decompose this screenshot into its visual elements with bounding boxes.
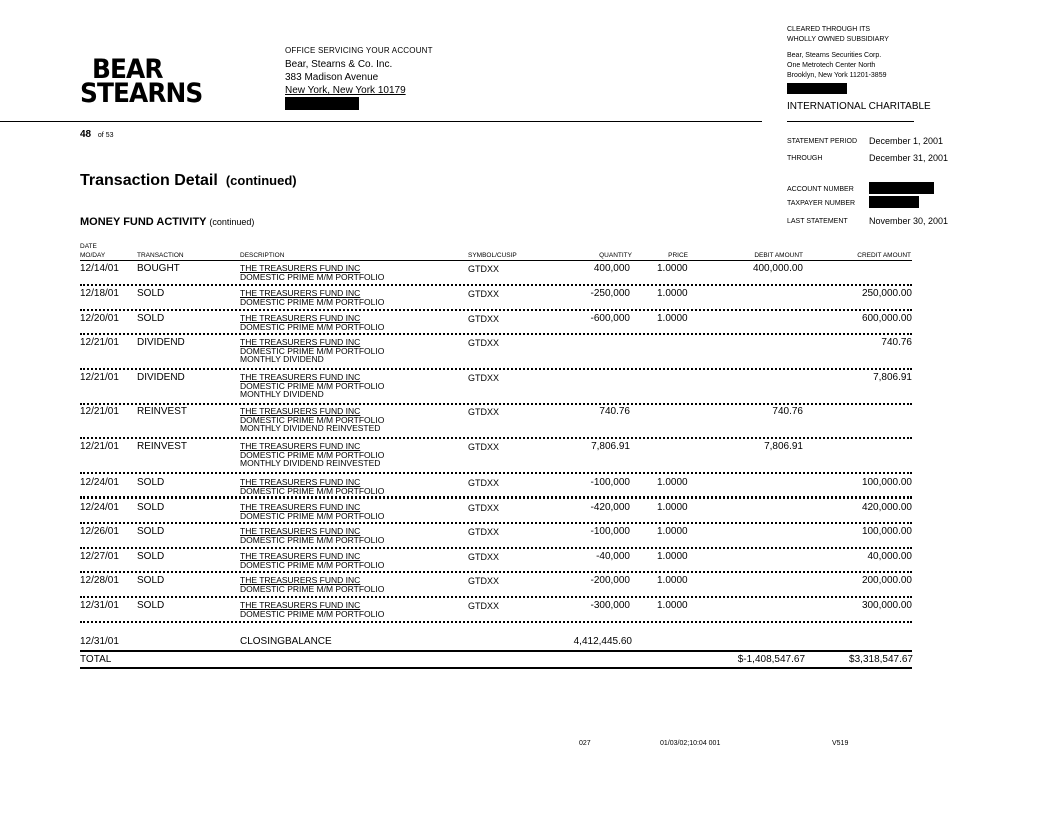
tx-credit: 200,000.00 (861, 575, 912, 586)
row-divider (80, 621, 912, 623)
tx-type: REINVEST (137, 406, 188, 417)
tx-debit: 740.76 (772, 406, 803, 417)
col-debit: DEBIT AMOUNT (754, 252, 803, 259)
cleared-city: Brooklyn, New York 11201-3859 (787, 72, 887, 79)
tx-symbol: GTDXX (468, 478, 500, 488)
tx-credit: 100,000.00 (861, 477, 912, 488)
tx-symbol: GTDXX (468, 373, 500, 383)
tx-quantity: -100,000 (590, 477, 630, 488)
tx-description (240, 527, 384, 544)
tx-price: 1.0000 (657, 313, 688, 324)
tx-credit: 740.76 (881, 337, 912, 348)
tx-description-line: THE TREASURERS FUND INC (240, 526, 361, 536)
period-start: December 1, 2001 (869, 136, 944, 146)
tx-symbol: GTDXX (468, 527, 500, 537)
tx-description-line: THE TREASURERS FUND INC (240, 263, 361, 273)
tx-date: 12/21/01 (80, 406, 119, 417)
tx-quantity: 400,000 (593, 263, 630, 274)
col-date-top: DATE (80, 243, 97, 250)
tx-quantity: -420,000 (590, 502, 630, 513)
tx-description (240, 552, 384, 569)
tx-description-line: MONTHLY DIVIDEND (240, 389, 324, 399)
row-divider (80, 437, 912, 439)
tx-description-line: DOMESTIC PRIME M/M PORTFOLIO (240, 380, 385, 391)
section-main: MONEY FUND ACTIVITY (80, 216, 207, 228)
page-current: 48 (80, 129, 92, 140)
tx-description-line: THE TREASURERS FUND INC (240, 477, 361, 487)
tx-description-line: DOMESTIC PRIME M/M PORTFOLIO (240, 608, 385, 619)
logo-line-1: BEAR (91, 54, 163, 85)
tx-price: 1.0000 (657, 502, 688, 513)
tx-type: SOLD (137, 600, 165, 611)
tx-date: 12/31/01 (80, 600, 119, 611)
tx-description-line: DOMESTIC PRIME M/M PORTFOLIO (240, 510, 385, 521)
cleared-street: One Metrotech Center North (787, 62, 876, 69)
tx-symbol: GTDXX (468, 314, 500, 324)
row-divider (80, 571, 912, 573)
office-heading: OFFICE SERVICING YOUR ACCOUNT (285, 46, 433, 55)
title-cont: (continued) (225, 173, 297, 188)
tx-description-line: THE TREASURERS FUND INC (240, 600, 361, 610)
statement-meta (787, 136, 957, 226)
tx-description (240, 314, 384, 331)
tx-quantity: -100,000 (590, 526, 630, 537)
total-label: TOTAL (80, 654, 112, 665)
tx-type: REINVEST (137, 441, 188, 452)
footer-code-1: 027 (579, 740, 591, 747)
tx-quantity: -200,000 (590, 575, 630, 586)
redacted-account-number (869, 182, 934, 194)
redacted-taxpayer-number (869, 196, 919, 208)
tx-description-line: DOMESTIC PRIME M/M PORTFOLIO (240, 485, 385, 496)
header-underline (80, 260, 912, 261)
tx-description-line: MONTHLY DIVIDEND (240, 354, 324, 364)
row-divider (80, 497, 912, 499)
tx-description (240, 601, 384, 618)
tx-credit: 100,000.00 (861, 526, 912, 537)
through-label: THROUGH (787, 155, 823, 162)
title-main: Transaction Detail (80, 172, 218, 189)
tx-description (240, 289, 384, 306)
tx-price: 1.0000 (657, 575, 688, 586)
row-divider (80, 403, 912, 405)
office-address (285, 44, 433, 110)
page-total: of 53 (97, 132, 114, 139)
redacted-block (787, 83, 847, 94)
tx-description-line: DOMESTIC PRIME M/M PORTFOLIO (240, 345, 385, 356)
tx-price: 1.0000 (657, 551, 688, 562)
header-rule (0, 121, 762, 122)
tx-description (240, 576, 384, 593)
tx-date: 12/20/01 (80, 313, 119, 324)
last-statement-date: November 30, 2001 (869, 216, 949, 226)
tx-type: SOLD (137, 288, 165, 299)
tx-description-line: DOMESTIC PRIME M/M PORTFOLIO (240, 296, 385, 307)
total-debit: $-1,408,547.67 (737, 654, 805, 665)
col-description: DESCRIPTION (240, 252, 285, 259)
row-divider (80, 596, 912, 598)
account-number-label: ACCOUNT NUMBER (787, 186, 854, 193)
tx-description-line: THE TREASURERS FUND INC (240, 313, 361, 323)
bear-stearns-logo (80, 54, 203, 109)
tx-type: SOLD (137, 502, 165, 513)
tx-description (240, 373, 384, 399)
total-credit: $3,318,547.67 (849, 654, 913, 665)
tx-type: SOLD (137, 575, 165, 586)
tx-credit: 40,000.00 (867, 551, 912, 562)
tx-date: 12/28/01 (80, 575, 119, 586)
tx-quantity: -40,000 (596, 551, 630, 562)
col-credit: CREDIT AMOUNT (857, 252, 911, 259)
col-date: MO/DAY (80, 252, 106, 259)
row-divider (80, 284, 912, 286)
tx-description-line: DOMESTIC PRIME M/M PORTFOLIO (240, 414, 385, 425)
col-price: PRICE (668, 252, 688, 259)
account-name: INTERNATIONAL CHARITABLE (787, 101, 931, 112)
section-title (80, 216, 254, 228)
tx-description-line: DOMESTIC PRIME M/M PORTFOLIO (240, 559, 385, 570)
footer-code-2: V519 (832, 740, 849, 747)
tx-type: SOLD (137, 313, 165, 324)
tx-price: 1.0000 (657, 600, 688, 611)
office-street: 383 Madison Avenue (285, 72, 379, 83)
closing-quantity: 4,412,445.60 (573, 636, 632, 647)
tx-date: 12/27/01 (80, 551, 119, 562)
tx-description-line: DOMESTIC PRIME M/M PORTFOLIO (240, 271, 385, 282)
tx-date: 12/21/01 (80, 441, 119, 452)
tx-type: BOUGHT (137, 263, 180, 274)
tx-symbol: GTDXX (468, 289, 500, 299)
tx-type: SOLD (137, 526, 165, 537)
row-divider (80, 472, 912, 474)
tx-credit: 250,000.00 (861, 288, 912, 299)
tx-type: DIVIDEND (137, 372, 185, 383)
period-label: STATEMENT PERIOD (787, 138, 858, 145)
tx-symbol: GTDXX (468, 601, 500, 611)
tx-date: 12/21/01 (80, 372, 119, 383)
tx-symbol: GTDXX (468, 338, 500, 348)
tx-date: 12/18/01 (80, 288, 119, 299)
tx-description-line: THE TREASURERS FUND INC (240, 441, 361, 451)
tx-description-line: THE TREASURERS FUND INC (240, 575, 361, 585)
tx-credit: 420,000.00 (861, 502, 912, 513)
row-divider (80, 309, 912, 311)
tx-type: DIVIDEND (137, 337, 185, 348)
tx-description (240, 442, 384, 468)
tx-quantity: -300,000 (590, 600, 630, 611)
tx-quantity: 7,806.91 (591, 441, 630, 452)
row-divider (80, 368, 912, 370)
tx-description-line: DOMESTIC PRIME M/M PORTFOLIO (240, 583, 385, 594)
redacted-block (285, 97, 359, 110)
row-divider (80, 547, 912, 549)
page-number (80, 129, 113, 140)
row-divider (80, 333, 912, 335)
tx-description-line: THE TREASURERS FUND INC (240, 372, 361, 382)
tx-description-line: DOMESTIC PRIME M/M PORTFOLIO (240, 534, 385, 545)
period-end: December 31, 2001 (869, 153, 949, 163)
tx-description (240, 264, 384, 281)
tx-debit: 400,000.00 (752, 263, 803, 274)
last-statement-label: LAST STATEMENT (787, 218, 848, 225)
tx-description (240, 338, 384, 364)
tx-description (240, 407, 384, 433)
tx-description-line: THE TREASURERS FUND INC (240, 551, 361, 561)
tx-description-line: MONTHLY DIVIDEND REINVESTED (240, 423, 381, 433)
tx-symbol: GTDXX (468, 552, 500, 562)
tx-price: 1.0000 (657, 526, 688, 537)
closing-date: 12/31/01 (80, 636, 119, 647)
tx-quantity: -600,000 (590, 313, 630, 324)
taxpayer-number-label: TAXPAYER NUMBER (787, 200, 856, 207)
cleared-line-1: CLEARED THROUGH ITS (787, 26, 871, 33)
tx-description-line: THE TREASURERS FUND INC (240, 337, 361, 347)
tx-price: 1.0000 (657, 288, 688, 299)
tx-price: 1.0000 (657, 477, 688, 488)
office-name: Bear, Stearns & Co. Inc. (285, 59, 393, 70)
cleared-corp: Bear, Stearns Securities Corp. (787, 52, 882, 59)
col-quantity: QUANTITY (599, 252, 632, 259)
tx-symbol: GTDXX (468, 407, 500, 417)
tx-description-line: DOMESTIC PRIME M/M PORTFOLIO (240, 321, 385, 332)
tx-description-line: DOMESTIC PRIME M/M PORTFOLIO (240, 449, 385, 460)
total-bottom-rule (80, 667, 912, 669)
tx-price: 1.0000 (657, 263, 688, 274)
tx-debit: 7,806.91 (764, 441, 803, 452)
col-symbol: SYMBOL/CUSIP (468, 252, 517, 259)
tx-description-line: THE TREASURERS FUND INC (240, 502, 361, 512)
tx-date: 12/14/01 (80, 263, 119, 274)
tx-symbol: GTDXX (468, 442, 500, 452)
tx-date: 12/21/01 (80, 337, 119, 348)
cleared-through (787, 25, 889, 94)
tx-symbol: GTDXX (468, 503, 500, 513)
tx-symbol: GTDXX (468, 576, 500, 586)
tx-date: 12/26/01 (80, 526, 119, 537)
footer-timestamp: 01/03/02;10:04 001 (660, 740, 721, 747)
tx-type: SOLD (137, 551, 165, 562)
total-top-rule (80, 650, 912, 652)
tx-description (240, 503, 384, 520)
tx-quantity: 740.76 (599, 406, 630, 417)
tx-symbol: GTDXX (468, 264, 500, 274)
row-divider (80, 522, 912, 524)
col-transaction: TRANSACTION (137, 252, 184, 259)
page-title (80, 172, 297, 190)
tx-credit: 7,806.91 (873, 372, 912, 383)
tx-credit: 600,000.00 (861, 313, 912, 324)
header-rule-right (787, 121, 914, 122)
tx-description (240, 478, 384, 495)
tx-date: 12/24/01 (80, 477, 119, 488)
tx-description-line: THE TREASURERS FUND INC (240, 288, 361, 298)
section-cont: (continued) (209, 217, 255, 227)
tx-date: 12/24/01 (80, 502, 119, 513)
logo-line-2: STEARNS (80, 78, 203, 109)
closing-label: CLOSINGBALANCE (240, 636, 332, 647)
tx-description-line: THE TREASURERS FUND INC (240, 406, 361, 416)
office-city: New York, New York 10179 (285, 85, 406, 96)
tx-quantity: -250,000 (590, 288, 630, 299)
tx-type: SOLD (137, 477, 165, 488)
tx-description-line: MONTHLY DIVIDEND REINVESTED (240, 458, 381, 468)
cleared-line-2: WHOLLY OWNED SUBSIDIARY (787, 36, 889, 43)
tx-credit: 300,000.00 (861, 600, 912, 611)
